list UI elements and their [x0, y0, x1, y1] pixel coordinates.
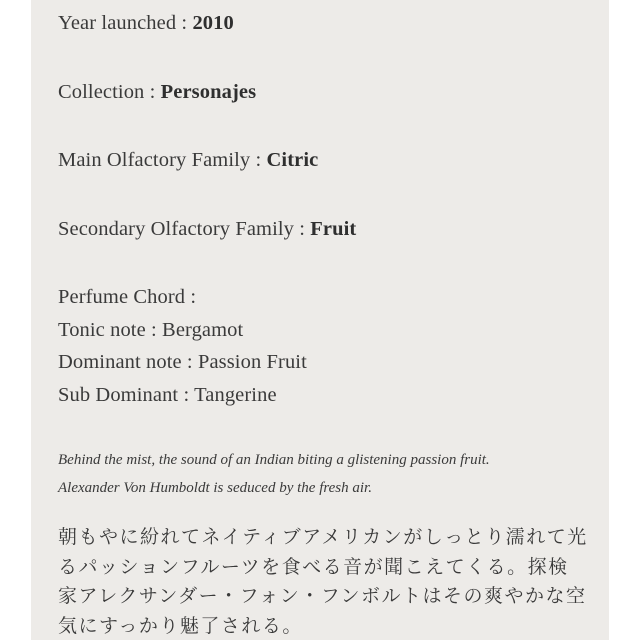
secondary-family-label: Secondary Olfactory Family : [58, 218, 311, 240]
tonic-note: Tonic note : Bergamot [58, 319, 244, 341]
collection-value: Personajes [160, 81, 257, 103]
secondary-family-value: Fruit [310, 218, 357, 240]
main-family-label: Main Olfactory Family : [58, 149, 267, 171]
year-launched-label: Year launched : [58, 12, 193, 34]
sub-dominant-note: Sub Dominant : Tangerine [58, 384, 277, 406]
secondary-family-row [58, 217, 356, 241]
product-description-panel [31, 0, 609, 640]
collection-row [58, 80, 256, 104]
perfume-chord-heading: Perfume Chord : [58, 286, 197, 308]
main-family-value: Citric [266, 149, 319, 171]
collection-label: Collection : [58, 81, 161, 103]
year-launched-value: 2010 [192, 12, 234, 34]
english-description-line-1: Behind the mist, the sound of an Indian biting a glistening passion fruit. [58, 452, 490, 468]
japanese-description: 朝もやに紛れてネイティブアメリカンがしっとり濡れて光るパッションフルーツを食べる音が聞こえてくる。探検家アレクサンダー・フォン・フンボルトはその爽やかな空気にすっかり魅了される。 [58, 526, 588, 637]
year-launched-row [58, 11, 234, 35]
english-description-line-2: Alexander Von Humboldt is seduced by the fresh air. [58, 480, 372, 496]
dominant-note: Dominant note : Passion Fruit [58, 351, 307, 373]
main-family-row [58, 148, 318, 172]
